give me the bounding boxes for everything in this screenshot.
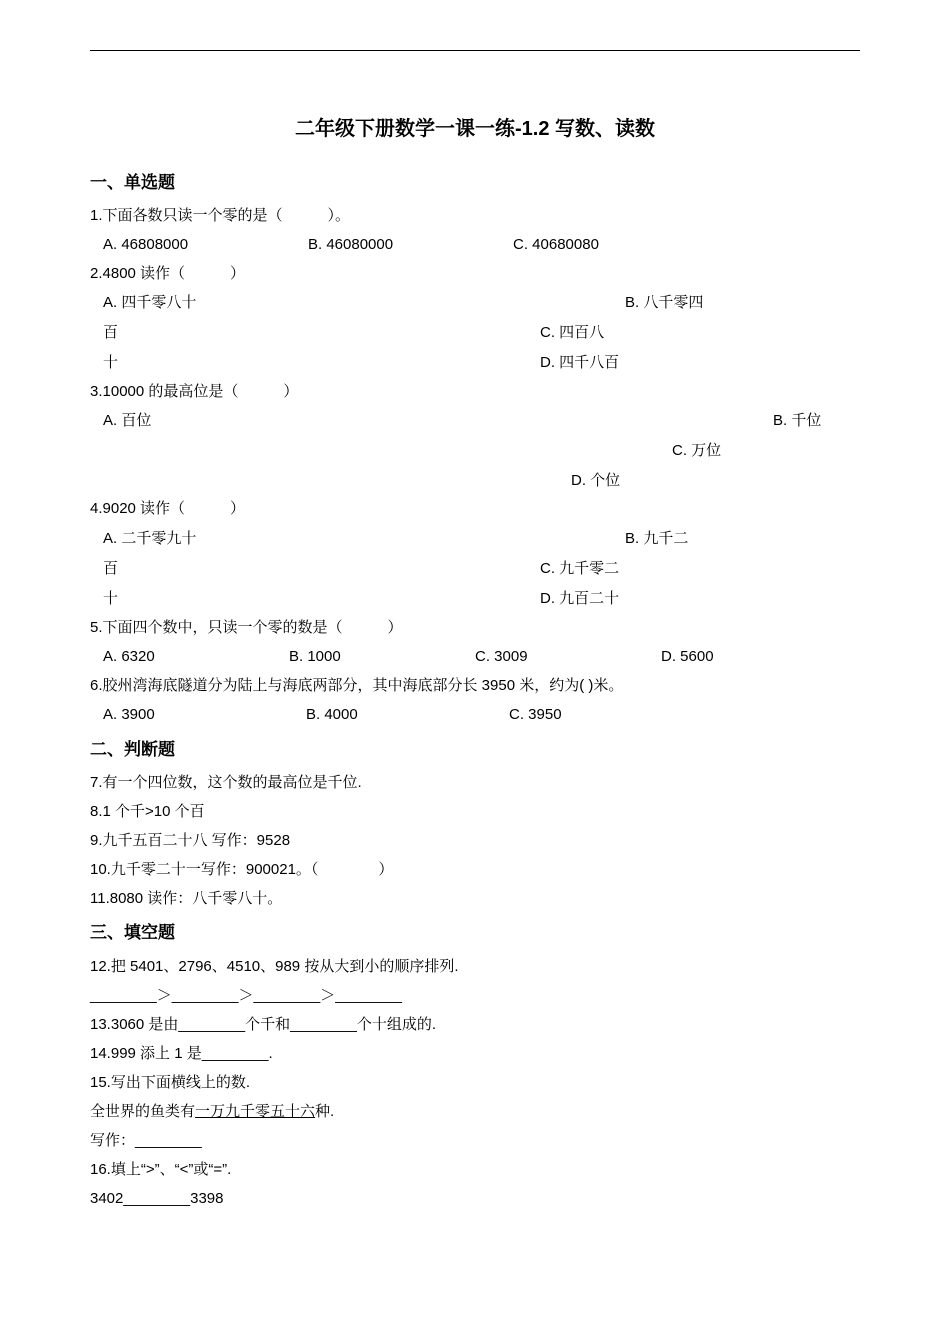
question-11: 11.8080 读作：八千零八十。: [90, 890, 283, 907]
q15-sentence-pre: 全世界的鱼类有: [90, 1103, 196, 1120]
q2-option-c: C. 四百八: [540, 324, 605, 341]
q16-comparison: 3402________3398: [90, 1190, 224, 1207]
q6-option-b: B. 4000: [306, 706, 358, 723]
q1-option-c: C. 40680080: [513, 236, 599, 253]
q3-option-d: D. 个位: [571, 472, 621, 489]
section-heading-fill-blank: 三、填空题: [90, 923, 175, 942]
q3-option-a: A. 百位: [103, 412, 152, 429]
question-1: 1.下面各数只读一个零的是（ ）。: [90, 207, 351, 224]
q4-option-b: B. 九千二: [625, 530, 689, 547]
q4-option-a-cont-2: 十: [103, 590, 119, 607]
question-9: 9.九千五百二十八 写作：9528: [90, 832, 291, 849]
q12-blanks: ________＞________＞________＞________: [90, 987, 402, 1004]
question-3: 3.10000 的最高位是（ ）: [90, 383, 299, 400]
q2-option-a-cont-1: 百: [103, 324, 119, 341]
section-heading-true-false: 二、判断题: [90, 740, 175, 759]
q1-option-b: B. 46080000: [308, 236, 394, 253]
question-8: 8.1 个千>10 个百: [90, 803, 205, 820]
q4-option-c: C. 九千零二: [540, 560, 620, 577]
q15-sentence: [90, 1103, 334, 1121]
q1-option-a: A. 46808000: [103, 236, 189, 253]
question-15: 15.写出下面横线上的数.: [90, 1074, 251, 1091]
question-7: 7.有一个四位数，这个数的最高位是千位.: [90, 774, 362, 791]
q2-option-d: D. 四千八百: [540, 354, 620, 371]
q15-answer: 写作：________: [90, 1132, 202, 1149]
q15-underlined-number: 一万九千零五十六: [195, 1103, 316, 1120]
q3-option-b: B. 千位: [773, 412, 822, 429]
question-4: 4.9020 读作（ ）: [90, 500, 246, 517]
question-5: 5.下面四个数中，只读一个零的数是（ ）: [90, 619, 403, 636]
question-2: 2.4800 读作（ ）: [90, 265, 246, 282]
question-13: 13.3060 是由________个千和________个十组成的.: [90, 1016, 437, 1033]
q5-option-d: D. 5600: [661, 648, 714, 665]
page-title: 二年级下册数学一课一练-1.2 写数、读数: [294, 118, 656, 140]
q2-option-b: B. 八千零四: [625, 294, 704, 311]
q5-option-c: C. 3009: [475, 648, 528, 665]
q15-sentence-post: 种.: [315, 1103, 335, 1120]
question-12: 12.把 5401、2796、4510、989 按从大到小的顺序排列.: [90, 958, 459, 975]
question-10: 10.九千零二十一写作：900021。（ ）: [90, 861, 394, 878]
question-16: 16.填上“>”、“<”或“=”.: [90, 1161, 232, 1178]
q4-option-d: D. 九百二十: [540, 590, 620, 607]
section-heading-single-choice: 一、单选题: [90, 173, 175, 192]
q6-option-a: A. 3900: [103, 706, 155, 723]
q4-option-a: A. 二千零九十: [103, 530, 197, 547]
q2-option-a: A. 四千零八十: [103, 294, 197, 311]
q6-option-c: C. 3950: [509, 706, 562, 723]
q3-option-c: C. 万位: [672, 442, 722, 459]
q5-option-a: A. 6320: [103, 648, 155, 665]
question-14: 14.999 添上 1 是________.: [90, 1045, 273, 1062]
q4-option-a-cont-1: 百: [103, 560, 119, 577]
question-6: 6.胶州湾海底隧道分为陆上与海底两部分，其中海底部分长 3950 米，约为( )米。: [90, 677, 624, 694]
q5-option-b: B. 1000: [289, 648, 341, 665]
q2-option-a-cont-2: 十: [103, 354, 119, 371]
header-rule: [90, 50, 860, 51]
